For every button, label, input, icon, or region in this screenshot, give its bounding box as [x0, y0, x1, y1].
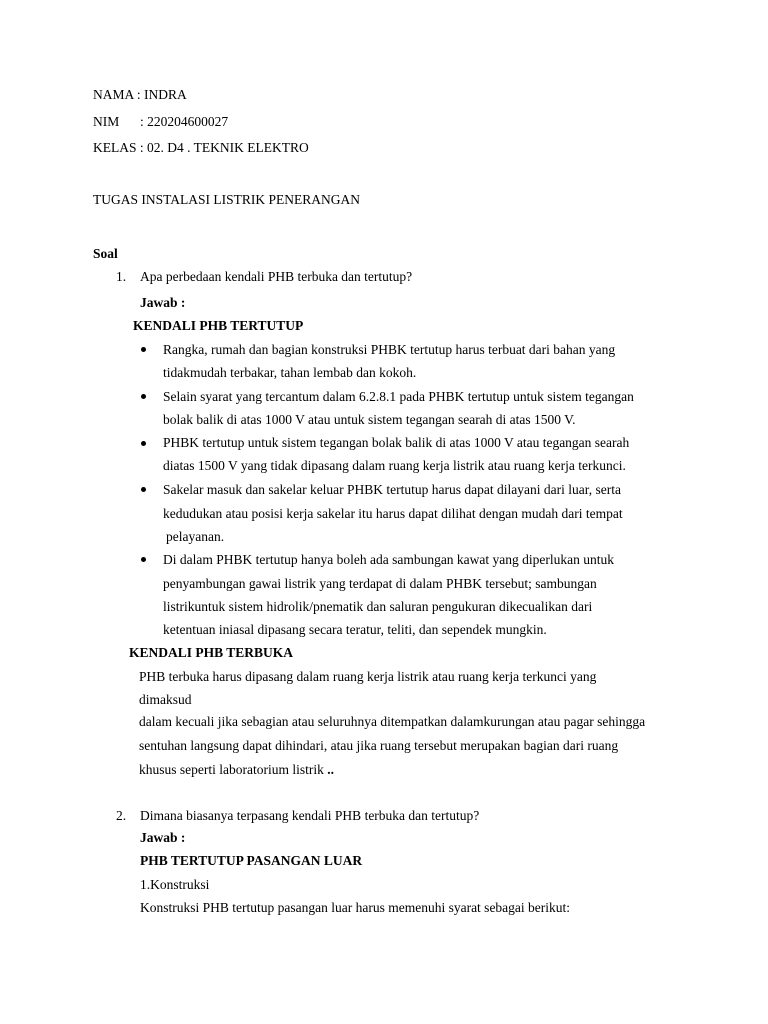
heading-kendali-phb-terbuka: KENDALI PHB TERBUKA: [129, 645, 294, 660]
document-title: TUGAS INSTALASI LISTRIK PENERANGAN: [93, 192, 361, 207]
bullet-2-line-2: bolak balik di atas 1000 V atau untuk sistem tegangan searah di atas 1500 V.: [163, 412, 576, 427]
soal-label: Soal: [93, 246, 118, 261]
student-nim-label: NIM: [93, 114, 120, 129]
bullet-1-line-2: tidakmudah terbakar, tahan lembab dan kokoh.: [163, 365, 417, 380]
terbuka-line-5-dots: ..: [327, 762, 334, 777]
bullet-5-line-3: listrikuntuk sistem hidrolik/pnematik dan saluran pengukuran dikecualikan dari: [163, 599, 593, 614]
question-2-jawab: Jawab :: [140, 830, 186, 845]
bullet-2-marker: [141, 394, 146, 399]
student-nim-value: : 220204600027: [140, 114, 229, 129]
bullet-3-line-1: PHBK tertutup untuk sistem tegangan bolak balik di atas 1000 V atau tegangan searah: [163, 435, 630, 450]
student-class: KELAS : 02. D4 . TEKNIK ELEKTRO: [93, 140, 309, 155]
student-name: NAMA : INDRA: [93, 87, 187, 102]
heading-kendali-phb-tertutup: KENDALI PHB TERTUTUP: [133, 318, 304, 333]
heading-phb-tertutup-pasangan-luar: PHB TERTUTUP PASANGAN LUAR: [140, 853, 363, 868]
question-1-number: 1.: [116, 269, 127, 284]
terbuka-line-5: [139, 761, 334, 779]
bullet-5-marker: [141, 557, 146, 562]
bullet-4-line-1: Sakelar masuk dan sakelar keluar PHBK tertutup harus dapat dilayani dari luar, serta: [163, 482, 621, 497]
bullet-5-line-4: ketentuan iniasal dipasang secara teratur, teliti, dan sependek mungkin.: [163, 622, 547, 637]
bullet-2-line-1: Selain syarat yang tercantum dalam 6.2.8.1 pada PHBK tertutup untuk sistem tegangan: [163, 389, 634, 404]
bullet-4-marker: [141, 487, 146, 492]
subheading-konstruksi: 1.Konstruksi: [140, 877, 210, 892]
bullet-5-line-1: Di dalam PHBK tertutup hanya boleh ada sambungan kawat yang diperlukan untuk: [163, 552, 615, 567]
bullet-1-line-1: Rangka, rumah dan bagian konstruksi PHBK tertutup harus terbuat dari bahan yang: [163, 342, 616, 357]
terbuka-line-4: sentuhan langsung dapat dihindari, atau jika ruang tersebut merupakan bagian dari ruang: [139, 738, 619, 753]
question-2-number: 2.: [116, 808, 127, 823]
question-2-text: Dimana biasanya terpasang kendali PHB terbuka dan tertutup?: [140, 808, 480, 823]
terbuka-line-5-text: khusus seperti laboratorium listrik: [139, 762, 328, 777]
bullet-3-line-2: diatas 1500 V yang tidak dipasang dalam ruang kerja listrik atau ruang kerja terkunci.: [163, 458, 626, 473]
bullet-4-line-3: pelayanan.: [166, 529, 225, 544]
bullet-5-line-2: penyambungan gawai listrik yang terdapat di dalam PHBK tersebut; sambungan: [163, 576, 597, 591]
question-1-jawab: Jawab :: [140, 295, 186, 310]
question-1-text: Apa perbedaan kendali PHB terbuka dan tertutup?: [140, 269, 413, 284]
bullet-4-line-2: kedudukan atau posisi kerja sakelar itu harus dapat dilihat dengan mudah dari tempat: [163, 506, 623, 521]
bullet-1-marker: [141, 347, 146, 352]
bullet-3-marker: [141, 441, 146, 446]
terbuka-line-2: dimaksud: [139, 692, 192, 707]
terbuka-line-3: dalam kecuali jika sebagian atau seluruhnya ditempatkan dalamkurungan atau pagar sehingga: [139, 714, 646, 729]
terbuka-line-1: PHB terbuka harus dipasang dalam ruang kerja listrik atau ruang kerja terkunci yang: [139, 669, 597, 684]
konstruksi-text: Konstruksi PHB tertutup pasangan luar harus memenuhi syarat sebagai berikut:: [140, 900, 571, 915]
